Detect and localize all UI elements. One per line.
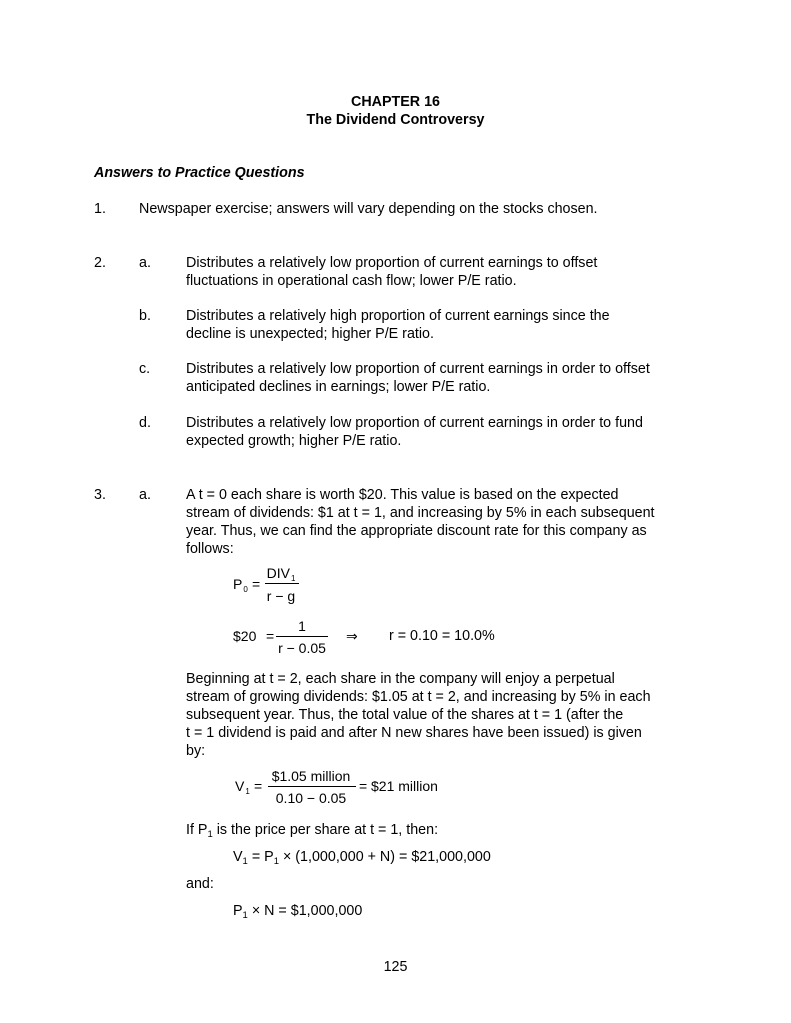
eq2-result: r = 0.10 = 10.0% <box>389 628 495 644</box>
q3a-para2-line1: Beginning at t = 2, each share in the company will enjoy a perpetual <box>186 671 615 687</box>
q3a-para2-line2: stream of growing dividends: $1.05 at t = 2, and increasing by 5% in each <box>186 689 651 705</box>
q3a-para1-line3: year. Thus, we can find the appropriate discount rate for this company as <box>186 523 647 539</box>
eq3-numerator: $1.05 million <box>271 768 351 784</box>
eq2-fraction-bar <box>276 636 328 637</box>
q2a-line1: Distributes a relatively low proportion of current earnings to offset <box>186 255 598 271</box>
q2a-label: a. <box>139 255 151 271</box>
chapter-number: CHAPTER 16 <box>351 94 440 110</box>
eq2-equals: = <box>266 628 275 644</box>
eq1-fraction-bar <box>265 583 299 584</box>
eq1-numerator: $DIV_1$ <box>266 565 296 583</box>
q3a-para1-line2: stream of dividends: $1 at t = 1, and increasing by 5% in each subsequent <box>186 505 655 521</box>
eq1-denominator: r − g <box>266 588 296 604</box>
q2c-label: c. <box>139 361 151 377</box>
q2c-line2: anticipated declines in earnings; lower P/E ratio. <box>186 379 491 395</box>
equation-shares-value: $V_1 = P_1 \times (1,000,000 + N)$ = $21,000,000 <box>233 849 491 867</box>
eq3-equals-2: = <box>359 778 368 794</box>
q2d-line2: expected growth; higher P/E ratio. <box>186 433 402 449</box>
eq3-result: $21 million <box>371 778 438 794</box>
eq1-equals: = <box>252 576 261 592</box>
q1-answer: Newspaper exercise; answers will vary depending on the stocks chosen. <box>139 201 598 217</box>
q3a-para1-line4: follows: <box>186 541 234 557</box>
q2b-line2: decline is unexpected; higher P/E ratio. <box>186 326 434 342</box>
q3a-para2-line5: by: <box>186 743 206 759</box>
q3a-label: a. <box>139 487 151 503</box>
q2a-line2: fluctuations in operational cash flow; lower P/E ratio. <box>186 273 517 289</box>
q3a-para2-line4: t = 1 dividend is paid and after N new shares have been issued) is given <box>186 725 642 741</box>
and-label: and: <box>186 876 214 892</box>
equation-new-shares: $P_1 \times N$ = $1,000,000 <box>233 903 363 921</box>
q3a-para1-line1: A t = 0 each share is worth $20. This value is based on the expected <box>186 487 619 503</box>
q2d-line1: Distributes a relatively low proportion of current earnings in order to fund <box>186 415 643 431</box>
q3a-para2-line3: subsequent year. Thus, the total value of the shares at t = 1 (after the <box>186 707 624 723</box>
q2b-line1: Distributes a relatively high proportion of current earnings since the <box>186 308 610 324</box>
q1-number: 1. <box>94 201 106 217</box>
q2c-line1: Distributes a relatively low proportion of current earnings in order to offset <box>186 361 650 377</box>
eq2-numerator: 1 <box>298 618 306 634</box>
eq3-lhs: $V_1$ <box>235 778 250 796</box>
q3-number: 3. <box>94 487 106 503</box>
section-heading: Answers to Practice Questions <box>94 165 305 181</box>
chapter-title: The Dividend Controversy <box>306 112 485 128</box>
eq1-lhs: $P_0$ <box>233 576 248 594</box>
eq3-fraction-bar <box>268 786 356 787</box>
eq3-equals: = <box>254 778 263 794</box>
q2d-label: d. <box>139 415 151 431</box>
eq2-lhs: $20 <box>233 628 257 644</box>
q3a-if-line: If $P_1$ is the price per share at t = 1, then: <box>186 822 439 840</box>
implies-arrow: ⇒ <box>346 628 358 644</box>
q2-number: 2. <box>94 255 106 271</box>
page-number: 125 <box>383 959 408 975</box>
eq3-denominator: 0.10 − 0.05 <box>275 790 347 806</box>
q2b-label: b. <box>139 308 151 324</box>
eq2-denominator: r − 0.05 <box>278 640 326 656</box>
